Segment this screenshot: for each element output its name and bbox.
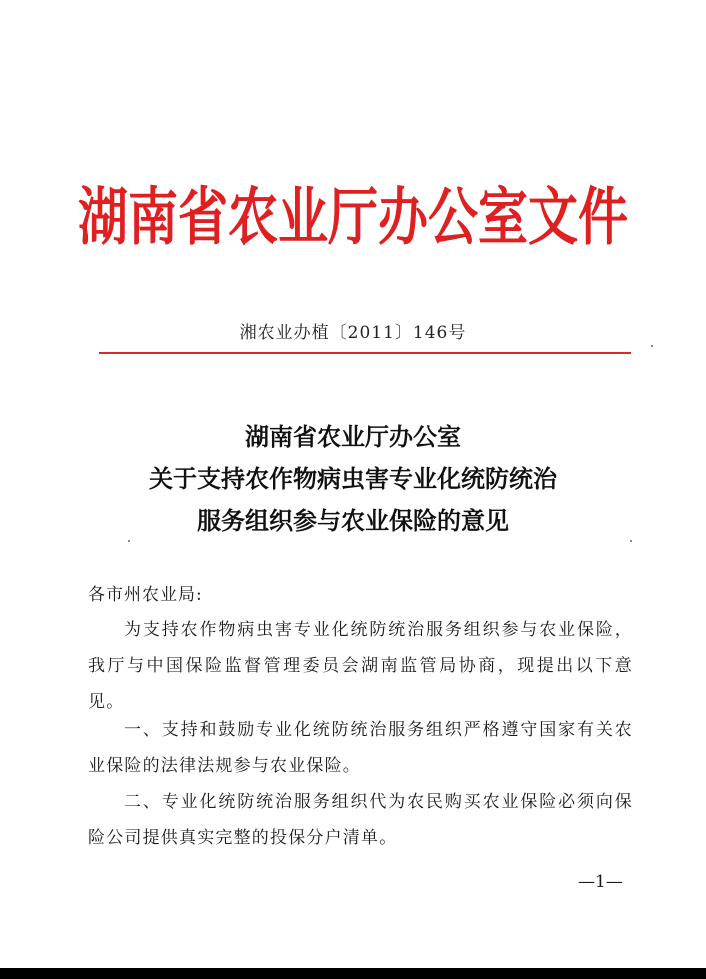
document-title-line-3: 服务组织参与农业保险的意见 [197, 506, 509, 535]
scan-edge-bar [0, 968, 706, 979]
issuing-office-header: 湖南省农业厅办公室文件 [78, 179, 628, 254]
document-title-line-1: 湖南省农业厅办公室 [245, 422, 461, 451]
body-paragraph-2: 一、支持和鼓励专业化统防统治服务组织严格遵守国家有关农业保险的法律法规参与农业保险。 [88, 720, 633, 776]
body-paragraph-1: 为支持农作物病虫害专业化统防统治服务组织参与农业保险，我厅与中国保险监督管理委员会湖南监管局协商，现提出以下意见。 [88, 620, 633, 712]
body-paragraph-3: 二、专业化统防统治服务组织代为农民购买农业保险必须向保险公司提供真实完整的投保分户清单。 [88, 792, 633, 848]
document-title-line-2: 关于支持农作物病虫害专业化统防统治 [149, 464, 557, 493]
page-number: —1— [578, 872, 623, 892]
document-number: 湘农业办植〔2011〕146号 [239, 323, 467, 343]
salutation: 各市州农业局: [88, 585, 203, 605]
scan-speck [651, 345, 653, 347]
scan-speck [128, 540, 130, 542]
red-divider-line [99, 352, 631, 354]
scan-speck [630, 540, 632, 542]
